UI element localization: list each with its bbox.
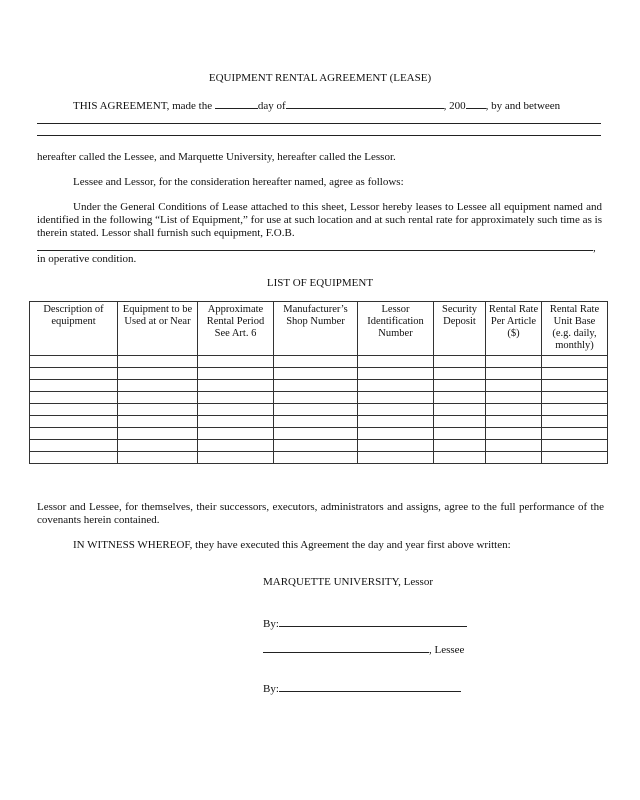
table-cell[interactable] [486, 452, 542, 464]
table-cell[interactable] [30, 428, 118, 440]
col-header-identification: Lessor Identification Number [358, 302, 434, 356]
lessee-name-blank[interactable] [263, 642, 429, 653]
table-cell[interactable] [358, 392, 434, 404]
col-header-description: Description of equipment [30, 302, 118, 356]
table-cell[interactable] [542, 452, 608, 464]
table-cell[interactable] [434, 428, 486, 440]
table-cell[interactable] [434, 416, 486, 428]
table-cell[interactable] [274, 428, 358, 440]
table-cell[interactable] [30, 368, 118, 380]
month-blank [286, 98, 444, 109]
table-cell[interactable] [198, 356, 274, 368]
table-cell[interactable] [434, 356, 486, 368]
lessor-signature-blank[interactable] [279, 616, 467, 627]
successors-paragraph: Lessor and Lessee, for themselves, their successors, executors, administrators and assigns, agree to the full performance of the covenants herein contained. [37, 501, 604, 526]
col-header-shop-number: Manufacturer’s Shop Number [274, 302, 358, 356]
col-header-security-deposit: Security Deposit [434, 302, 486, 356]
table-cell[interactable] [30, 440, 118, 452]
year-blank [466, 98, 486, 109]
table-cell[interactable] [434, 392, 486, 404]
col-header-rate-per-article: Rental Rate Per Article ($) [486, 302, 542, 356]
table-cell[interactable] [198, 428, 274, 440]
table-cell[interactable] [542, 416, 608, 428]
lessor-name: MARQUETTE UNIVERSITY, Lessor [263, 576, 433, 588]
table-cell[interactable] [486, 380, 542, 392]
witness-paragraph: IN WITNESS WHEREOF, they have executed this Agreement the day and year first above written: [73, 539, 511, 551]
lessor-signature-line[interactable] [263, 616, 467, 631]
table-cell[interactable] [434, 368, 486, 380]
table-row [30, 416, 608, 428]
table-row [30, 356, 608, 368]
table-cell[interactable] [542, 380, 608, 392]
table-cell[interactable] [358, 440, 434, 452]
table-cell[interactable] [486, 416, 542, 428]
table-row [30, 392, 608, 404]
table-cell[interactable] [30, 356, 118, 368]
table-cell[interactable] [118, 368, 198, 380]
table-cell[interactable] [274, 452, 358, 464]
table-cell[interactable] [486, 440, 542, 452]
table-cell[interactable] [118, 356, 198, 368]
table-cell[interactable] [358, 356, 434, 368]
table-cell[interactable] [274, 356, 358, 368]
col-header-rental-period: Approximate Rental Period See Art. 6 [198, 302, 274, 356]
table-cell[interactable] [198, 404, 274, 416]
lessee-label: , Lessee [429, 644, 465, 656]
table-cell[interactable] [358, 428, 434, 440]
table-row [30, 452, 608, 464]
table-cell[interactable] [358, 416, 434, 428]
table-cell[interactable] [434, 440, 486, 452]
lessee-signature-blank[interactable] [279, 681, 461, 692]
table-cell[interactable] [434, 380, 486, 392]
conditions-paragraph: Under the General Conditions of Lease attached to this sheet, Lessor hereby leases to Lessee all equipment named and identified in the following “List of Equipment,” for use at such location and at such rental rate for approximately such time as is therein stated. Lessor shall furnish such equipment, F.O.B. [37, 201, 602, 239]
table-cell[interactable] [198, 440, 274, 452]
table-cell[interactable] [274, 404, 358, 416]
table-header-row [30, 302, 608, 356]
table-cell[interactable] [542, 440, 608, 452]
table-cell[interactable] [358, 368, 434, 380]
fob-blank [37, 240, 593, 251]
document-title: EQUIPMENT RENTAL AGREEMENT (LEASE) [208, 72, 432, 84]
table-cell[interactable] [198, 416, 274, 428]
table-cell[interactable] [30, 452, 118, 464]
table-cell[interactable] [358, 452, 434, 464]
table-cell[interactable] [118, 428, 198, 440]
equipment-table-body [30, 356, 608, 464]
table-row [30, 380, 608, 392]
table-cell[interactable] [30, 404, 118, 416]
operative-condition: in operative condition. [37, 253, 137, 265]
table-cell[interactable] [118, 380, 198, 392]
table-cell[interactable] [542, 392, 608, 404]
table-cell[interactable] [118, 416, 198, 428]
equipment-table [29, 301, 608, 464]
table-row [30, 428, 608, 440]
table-cell[interactable] [274, 380, 358, 392]
intro-line [73, 98, 560, 113]
day-blank [215, 98, 258, 109]
table-cell[interactable] [542, 428, 608, 440]
table-row [30, 368, 608, 380]
col-header-location: Equipment to be Used at or Near [118, 302, 198, 356]
table-row [30, 440, 608, 452]
col-header-rate-unit-base: Rental Rate Unit Base (e.g. daily, monthly) [542, 302, 608, 356]
table-cell[interactable] [30, 416, 118, 428]
table-cell[interactable] [30, 392, 118, 404]
intro-suffix: , by and between [485, 100, 561, 112]
table-cell[interactable] [274, 416, 358, 428]
lessee-by-label: By: [263, 683, 279, 695]
table-cell[interactable] [486, 428, 542, 440]
intro-day-label: day of [257, 100, 286, 112]
table-cell[interactable] [30, 380, 118, 392]
intro-year-prefix: , 200 [443, 100, 466, 112]
table-cell[interactable] [118, 452, 198, 464]
table-cell[interactable] [486, 392, 542, 404]
fob-trailing: , [593, 242, 596, 254]
table-cell[interactable] [434, 404, 486, 416]
table-cell[interactable] [486, 356, 542, 368]
party-blank-line-1 [37, 123, 601, 124]
party-blank-line-2 [37, 135, 601, 136]
consideration-paragraph: Lessee and Lessor, for the consideration hereafter named, agree as follows: [73, 176, 404, 188]
table-cell[interactable] [486, 368, 542, 380]
lessee-name-line[interactable] [263, 642, 464, 657]
table-cell[interactable] [434, 452, 486, 464]
table-cell[interactable] [198, 368, 274, 380]
table-cell[interactable] [486, 404, 542, 416]
lessor-by-label: By: [263, 618, 279, 630]
table-cell[interactable] [118, 392, 198, 404]
table-cell[interactable] [542, 356, 608, 368]
table-cell[interactable] [198, 380, 274, 392]
equipment-list-heading: LIST OF EQUIPMENT [266, 277, 374, 289]
table-cell[interactable] [542, 368, 608, 380]
table-row [30, 404, 608, 416]
table-cell[interactable] [358, 380, 434, 392]
intro-prefix: THIS AGREEMENT, made the [73, 100, 215, 112]
table-cell[interactable] [358, 404, 434, 416]
table-cell[interactable] [118, 404, 198, 416]
table-cell[interactable] [198, 392, 274, 404]
lessee-designation: hereafter called the Lessee, and Marquette University, hereafter called the Lessor. [37, 151, 396, 163]
table-cell[interactable] [198, 452, 274, 464]
lessee-signature-line[interactable] [263, 681, 461, 696]
table-cell[interactable] [274, 392, 358, 404]
table-cell[interactable] [118, 440, 198, 452]
table-cell[interactable] [274, 440, 358, 452]
table-cell[interactable] [274, 368, 358, 380]
table-cell[interactable] [542, 404, 608, 416]
